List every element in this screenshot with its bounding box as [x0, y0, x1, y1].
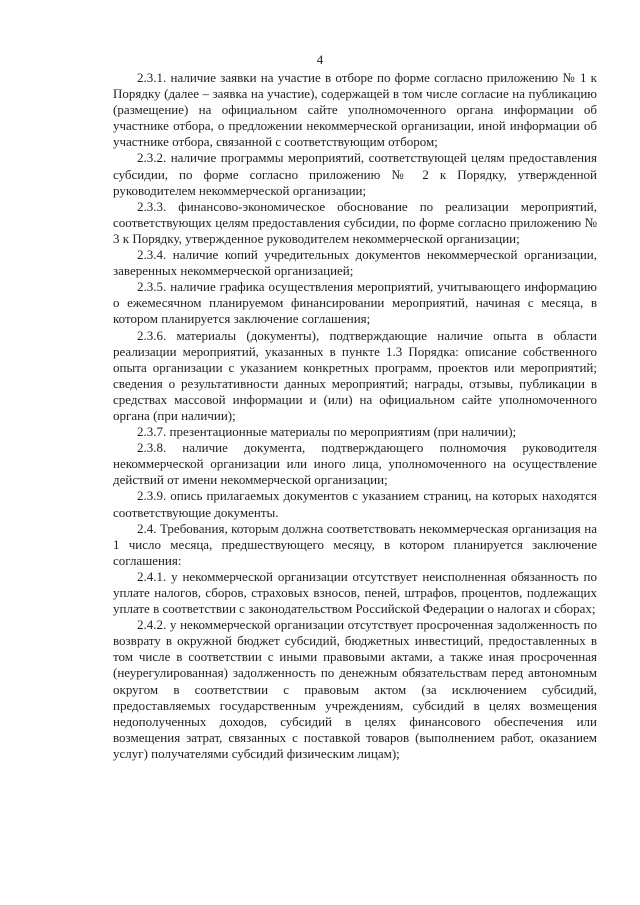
- page-number: 4: [316, 52, 324, 67]
- paragraph-2-3-9: 2.3.9. опись прилагаемых документов с указанием страниц, на которых находятся соответствующие документы.: [113, 488, 597, 520]
- paragraph-2-3-4: 2.3.4. наличие копий учредительных документов некоммерческой организации, заверенных некоммерческой организацией;: [113, 247, 597, 279]
- paragraph-2-3-1: 2.3.1. наличие заявки на участие в отборе по форме согласно приложению № 1 к Порядку (далее – заявка на участие), содержащей в том числе согласие на публикацию (размещение) на официальном сайте уполномоченного органа информации об участнике отбора, о предложении некоммерческой организации, иной информации об участнике отбора, связанной с соответствующим отбором;: [113, 70, 597, 150]
- paragraph-2-4: 2.4. Требования, которым должна соответствовать некоммерческая организация на 1 число месяца, предшествующего месяцу, в котором планируется заключение соглашения:: [113, 520, 597, 568]
- paragraph-2-4-1: 2.4.1. у некоммерческой организации отсутствует неисполненная обязанность по уплате налогов, сборов, страховых взносов, пеней, штрафов, процентов, подлежащих уплате в соответствии с законодательством Российской Федерации о налогах и сборах;: [113, 568, 597, 617]
- paragraph-2-3-5: 2.3.5. наличие графика осуществления мероприятий, учитывающего информацию о ежемесячном планируемом финансировании мероприятий, начиная с месяца, в котором планируется заключение соглашения;: [113, 279, 597, 327]
- document-body: [113, 70, 597, 762]
- paragraph-2-3-8: 2.3.8. наличие документа, подтверждающего полномочия руководителя некоммерческой организации или иного лица, уполномоченного на осуществление действий от имени некоммерческой организации;: [113, 440, 597, 488]
- paragraph-2-3-3: 2.3.3. финансово-экономическое обоснование по реализации мероприятий, соответствующих целям предоставления субсидии, по форме согласно приложению № 3 к Порядку, утвержденное руководителем некоммерческой организации;: [113, 198, 597, 246]
- paragraph-2-3-2: 2.3.2. наличие программы мероприятий, соответствующей целям предоставления субсидии, по форме согласно приложению № 2 к Порядку, утвержденной руководителем некоммерческой организации;: [113, 150, 597, 198]
- paragraph-2-3-7: 2.3.7. презентационные материалы по мероприятиям (при наличии);: [137, 424, 517, 440]
- paragraph-2-3-6: 2.3.6. материалы (документы), подтверждающие наличие опыта в области реализации мероприятий, указанных в пункте 1.3 Порядка: описание собственного опыта организации с указанием конкретных программ, проектов или мероприятий; сведения о результативности данных мероприятий; награды, отзывы, публикации в средствах массовой информации и (или) на официальном сайте уполномоченного органа (при наличии);: [113, 327, 597, 423]
- paragraph-2-4-2: 2.4.2. у некоммерческой организации отсутствует просроченная задолженность по возврату в окружной бюджет субсидий, бюджетных инвестиций, предоставленных в том числе в соответствии с иными правовыми актами, а также иная просроченная (неурегулированная) задолженность по денежным обязательствам перед автономным округом в соответствии с правовым актом (за исключением субсидий, предоставляемых государственным учреждениям, субсидий в целях возмещения недополученных доходов, субсидий в целях финансового обеспечения или возмещения затрат, связанных с поставкой товаров (выполнением работ, оказанием услуг) получателями субсидий физическим лицам);: [113, 617, 597, 761]
